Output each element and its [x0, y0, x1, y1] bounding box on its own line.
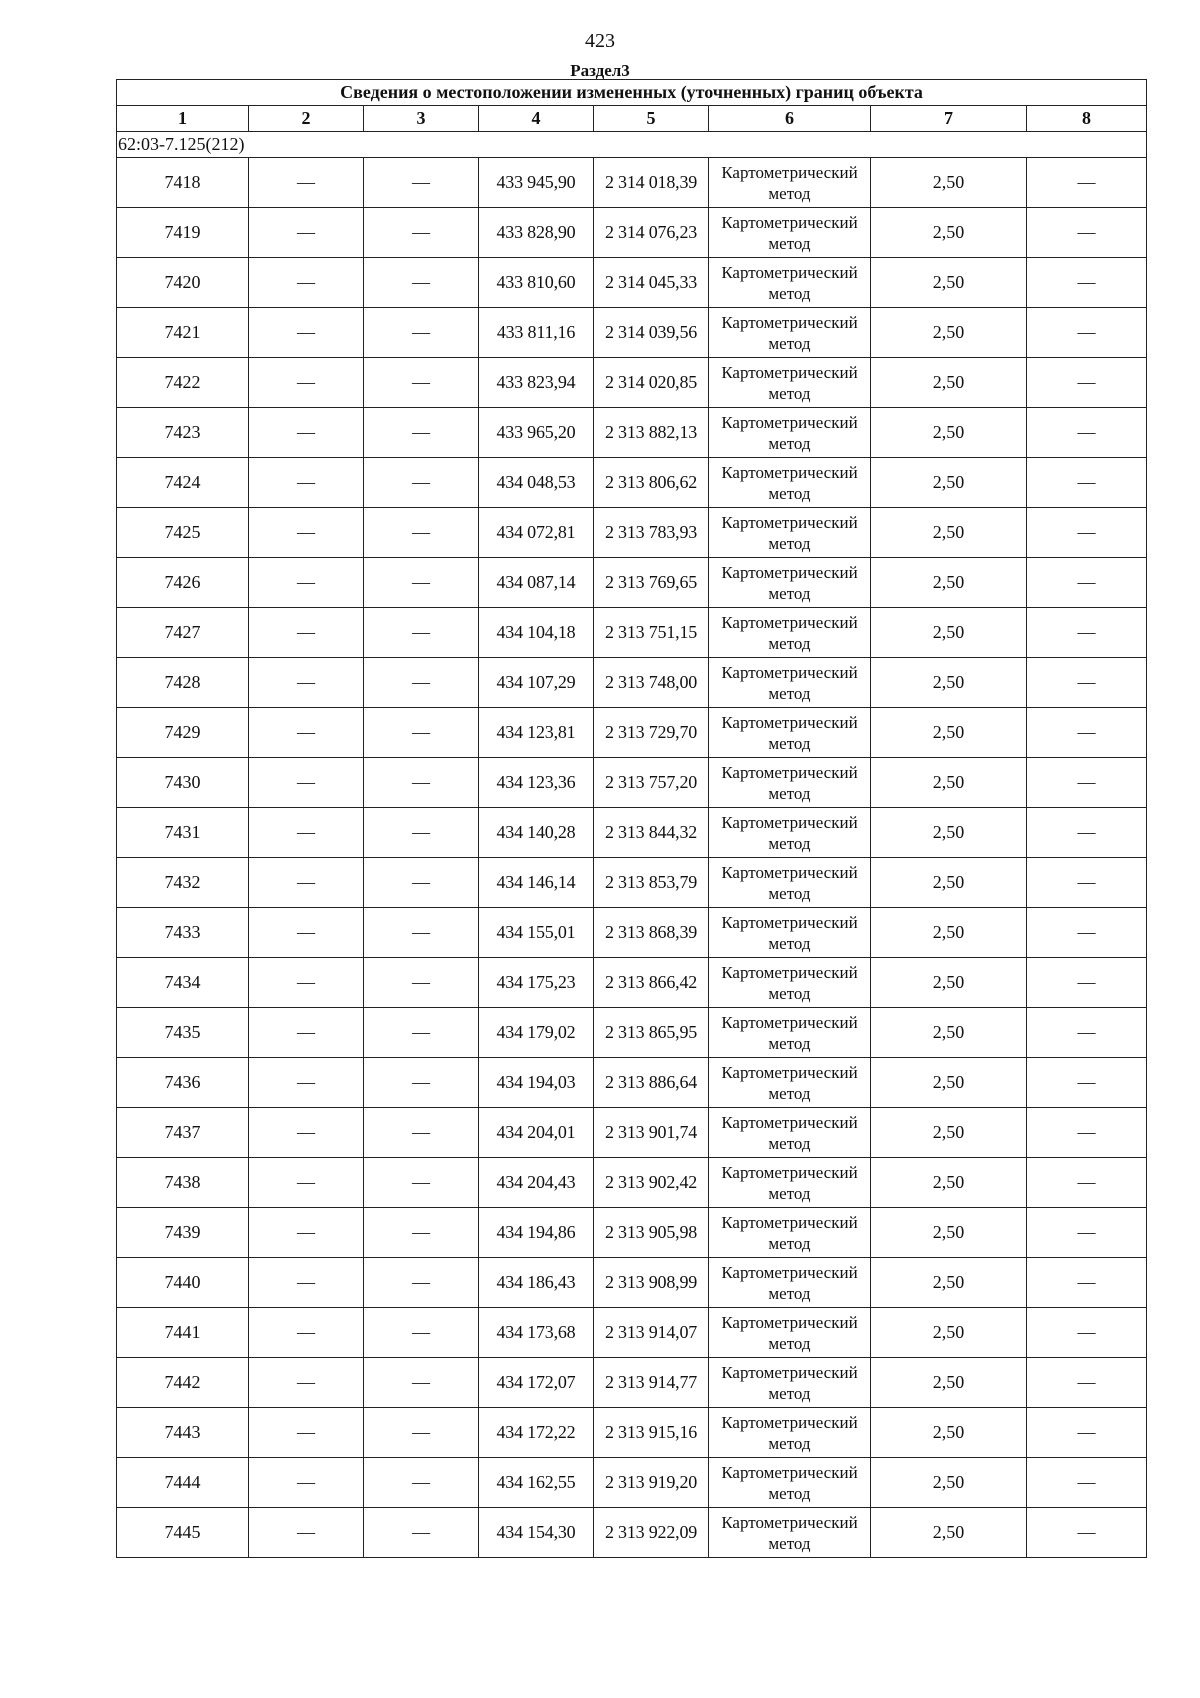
x-coordinate-cell: 433 823,94	[479, 358, 594, 408]
point-number-cell: 7431	[117, 808, 249, 858]
point-number-cell: 7420	[117, 258, 249, 308]
empty-cell: —	[1027, 908, 1147, 958]
empty-cell: —	[249, 1208, 364, 1258]
table-row	[117, 1508, 1147, 1558]
point-number-cell: 7441	[117, 1308, 249, 1358]
x-coordinate-cell: 434 072,81	[479, 508, 594, 558]
table-row	[117, 1058, 1147, 1108]
accuracy-cell: 2,50	[871, 458, 1027, 508]
empty-cell: —	[364, 1508, 479, 1558]
x-coordinate-cell: 434 162,55	[479, 1458, 594, 1508]
accuracy-cell: 2,50	[871, 208, 1027, 258]
y-coordinate-cell: 2 313 865,95	[594, 1008, 709, 1058]
y-coordinate-cell: 2 313 905,98	[594, 1208, 709, 1258]
x-coordinate-cell: 434 123,36	[479, 758, 594, 808]
empty-cell: —	[1027, 1158, 1147, 1208]
point-number-cell: 7428	[117, 658, 249, 708]
y-coordinate-cell: 2 313 748,00	[594, 658, 709, 708]
x-coordinate-cell: 434 186,43	[479, 1258, 594, 1308]
y-coordinate-cell: 2 313 866,42	[594, 958, 709, 1008]
empty-cell: —	[249, 1108, 364, 1158]
empty-cell: —	[249, 1058, 364, 1108]
accuracy-cell: 2,50	[871, 1408, 1027, 1458]
table-row	[117, 458, 1147, 508]
method-cell: Картометрический метод	[709, 458, 871, 508]
boundary-coordinates-table	[116, 79, 1147, 1558]
method-cell: Картометрический метод	[709, 1158, 871, 1208]
y-coordinate-cell: 2 313 914,07	[594, 1308, 709, 1358]
column-number: 3	[364, 106, 479, 132]
empty-cell: —	[249, 808, 364, 858]
method-cell: Картометрический метод	[709, 1108, 871, 1158]
table-row	[117, 1158, 1147, 1208]
method-cell: Картометрический метод	[709, 408, 871, 458]
empty-cell: —	[364, 258, 479, 308]
x-coordinate-cell: 434 204,43	[479, 1158, 594, 1208]
x-coordinate-cell: 434 204,01	[479, 1108, 594, 1158]
empty-cell: —	[249, 358, 364, 408]
empty-cell: —	[249, 958, 364, 1008]
method-cell: Картометрический метод	[709, 258, 871, 308]
empty-cell: —	[364, 508, 479, 558]
y-coordinate-cell: 2 314 039,56	[594, 308, 709, 358]
method-cell: Картометрический метод	[709, 808, 871, 858]
table-caption: Сведения о местоположении измененных (уточненных) границ объекта	[117, 80, 1147, 106]
method-cell: Картометрический метод	[709, 158, 871, 208]
y-coordinate-cell: 2 313 783,93	[594, 508, 709, 558]
accuracy-cell: 2,50	[871, 808, 1027, 858]
method-cell: Картометрический метод	[709, 958, 871, 1008]
table-row	[117, 908, 1147, 958]
column-number: 5	[594, 106, 709, 132]
page-number: 423	[585, 30, 615, 52]
empty-cell: —	[1027, 308, 1147, 358]
empty-cell: —	[364, 1458, 479, 1508]
point-number-cell: 7439	[117, 1208, 249, 1258]
point-number-cell: 7424	[117, 458, 249, 508]
table-row	[117, 708, 1147, 758]
empty-cell: —	[249, 858, 364, 908]
empty-cell: —	[1027, 558, 1147, 608]
empty-cell: —	[249, 1158, 364, 1208]
empty-cell: —	[249, 158, 364, 208]
x-coordinate-cell: 434 173,68	[479, 1308, 594, 1358]
empty-cell: —	[364, 608, 479, 658]
x-coordinate-cell: 433 811,16	[479, 308, 594, 358]
point-number-cell: 7422	[117, 358, 249, 408]
x-coordinate-cell: 434 140,28	[479, 808, 594, 858]
empty-cell: —	[364, 658, 479, 708]
method-cell: Картометрический метод	[709, 558, 871, 608]
accuracy-cell: 2,50	[871, 1308, 1027, 1358]
x-coordinate-cell: 434 179,02	[479, 1008, 594, 1058]
section-title: Раздел3	[570, 61, 630, 80]
method-cell: Картометрический метод	[709, 1008, 871, 1058]
empty-cell: —	[364, 408, 479, 458]
table-row	[117, 958, 1147, 1008]
empty-cell: —	[364, 358, 479, 408]
empty-cell: —	[1027, 858, 1147, 908]
y-coordinate-cell: 2 314 020,85	[594, 358, 709, 408]
point-number-cell: 7440	[117, 1258, 249, 1308]
empty-cell: —	[249, 708, 364, 758]
x-coordinate-cell: 434 146,14	[479, 858, 594, 908]
y-coordinate-cell: 2 313 751,15	[594, 608, 709, 658]
empty-cell: —	[249, 508, 364, 558]
x-coordinate-cell: 433 828,90	[479, 208, 594, 258]
point-number-cell: 7436	[117, 1058, 249, 1108]
empty-cell: —	[364, 558, 479, 608]
accuracy-cell: 2,50	[871, 758, 1027, 808]
empty-cell: —	[364, 1258, 479, 1308]
table-row	[117, 1458, 1147, 1508]
point-number-cell: 7419	[117, 208, 249, 258]
group-label-row	[117, 132, 1147, 158]
empty-cell: —	[1027, 708, 1147, 758]
table-row	[117, 258, 1147, 308]
point-number-cell: 7418	[117, 158, 249, 208]
method-cell: Картометрический метод	[709, 1458, 871, 1508]
table-row	[117, 408, 1147, 458]
point-number-cell: 7438	[117, 1158, 249, 1208]
accuracy-cell: 2,50	[871, 658, 1027, 708]
x-coordinate-cell: 434 172,07	[479, 1358, 594, 1408]
empty-cell: —	[1027, 1058, 1147, 1108]
method-cell: Картометрический метод	[709, 1058, 871, 1108]
empty-cell: —	[249, 1308, 364, 1358]
empty-cell: —	[1027, 658, 1147, 708]
y-coordinate-cell: 2 314 018,39	[594, 158, 709, 208]
x-coordinate-cell: 434 175,23	[479, 958, 594, 1008]
empty-cell: —	[249, 1008, 364, 1058]
accuracy-cell: 2,50	[871, 258, 1027, 308]
table-row	[117, 1258, 1147, 1308]
point-number-cell: 7435	[117, 1008, 249, 1058]
table-row	[117, 1208, 1147, 1258]
point-number-cell: 7426	[117, 558, 249, 608]
method-cell: Картометрический метод	[709, 1308, 871, 1358]
cadastral-group-label: 62:03-7.125(212)	[117, 132, 1147, 158]
point-number-cell: 7421	[117, 308, 249, 358]
empty-cell: —	[249, 458, 364, 508]
y-coordinate-cell: 2 313 769,65	[594, 558, 709, 608]
empty-cell: —	[364, 208, 479, 258]
table-row	[117, 1308, 1147, 1358]
point-number-cell: 7423	[117, 408, 249, 458]
y-coordinate-cell: 2 313 922,09	[594, 1508, 709, 1558]
point-number-cell: 7427	[117, 608, 249, 658]
method-cell: Картометрический метод	[709, 208, 871, 258]
point-number-cell: 7432	[117, 858, 249, 908]
point-number-cell: 7434	[117, 958, 249, 1008]
empty-cell: —	[249, 908, 364, 958]
point-number-cell: 7443	[117, 1408, 249, 1458]
y-coordinate-cell: 2 313 902,42	[594, 1158, 709, 1208]
method-cell: Картометрический метод	[709, 358, 871, 408]
accuracy-cell: 2,50	[871, 508, 1027, 558]
accuracy-cell: 2,50	[871, 1058, 1027, 1108]
empty-cell: —	[249, 658, 364, 708]
empty-cell: —	[249, 758, 364, 808]
method-cell: Картометрический метод	[709, 858, 871, 908]
accuracy-cell: 2,50	[871, 908, 1027, 958]
point-number-cell: 7437	[117, 1108, 249, 1158]
method-cell: Картометрический метод	[709, 658, 871, 708]
accuracy-cell: 2,50	[871, 958, 1027, 1008]
accuracy-cell: 2,50	[871, 1258, 1027, 1308]
empty-cell: —	[1027, 808, 1147, 858]
y-coordinate-cell: 2 313 914,77	[594, 1358, 709, 1408]
empty-cell: —	[364, 1008, 479, 1058]
empty-cell: —	[249, 208, 364, 258]
method-cell: Картометрический метод	[709, 758, 871, 808]
column-number: 1	[117, 106, 249, 132]
empty-cell: —	[364, 308, 479, 358]
empty-cell: —	[249, 558, 364, 608]
y-coordinate-cell: 2 313 901,74	[594, 1108, 709, 1158]
accuracy-cell: 2,50	[871, 158, 1027, 208]
table-row	[117, 1408, 1147, 1458]
empty-cell: —	[249, 258, 364, 308]
table-row	[117, 758, 1147, 808]
empty-cell: —	[364, 958, 479, 1008]
method-cell: Картометрический метод	[709, 508, 871, 558]
point-number-cell: 7444	[117, 1458, 249, 1508]
table-row	[117, 208, 1147, 258]
y-coordinate-cell: 2 313 853,79	[594, 858, 709, 908]
empty-cell: —	[249, 408, 364, 458]
table-row	[117, 808, 1147, 858]
empty-cell: —	[364, 1408, 479, 1458]
method-cell: Картометрический метод	[709, 1258, 871, 1308]
table-row	[117, 858, 1147, 908]
y-coordinate-cell: 2 313 886,64	[594, 1058, 709, 1108]
x-coordinate-cell: 434 048,53	[479, 458, 594, 508]
empty-cell: —	[364, 708, 479, 758]
y-coordinate-cell: 2 313 806,62	[594, 458, 709, 508]
accuracy-cell: 2,50	[871, 1208, 1027, 1258]
column-number: 7	[871, 106, 1027, 132]
empty-cell: —	[249, 1458, 364, 1508]
empty-cell: —	[1027, 958, 1147, 1008]
x-coordinate-cell: 434 194,86	[479, 1208, 594, 1258]
empty-cell: —	[1027, 758, 1147, 808]
point-number-cell: 7445	[117, 1508, 249, 1558]
x-coordinate-cell: 434 107,29	[479, 658, 594, 708]
accuracy-cell: 2,50	[871, 1358, 1027, 1408]
empty-cell: —	[1027, 1458, 1147, 1508]
empty-cell: —	[1027, 258, 1147, 308]
table-row	[117, 1008, 1147, 1058]
table-caption-row	[117, 80, 1147, 106]
y-coordinate-cell: 2 313 915,16	[594, 1408, 709, 1458]
point-number-cell: 7430	[117, 758, 249, 808]
accuracy-cell: 2,50	[871, 1108, 1027, 1158]
column-number: 2	[249, 106, 364, 132]
table-row	[117, 1358, 1147, 1408]
x-coordinate-cell: 433 965,20	[479, 408, 594, 458]
empty-cell: —	[249, 608, 364, 658]
y-coordinate-cell: 2 314 076,23	[594, 208, 709, 258]
y-coordinate-cell: 2 313 757,20	[594, 758, 709, 808]
empty-cell: —	[364, 458, 479, 508]
method-cell: Картометрический метод	[709, 1208, 871, 1258]
empty-cell: —	[364, 1308, 479, 1358]
point-number-cell: 7433	[117, 908, 249, 958]
accuracy-cell: 2,50	[871, 1458, 1027, 1508]
empty-cell: —	[1027, 508, 1147, 558]
empty-cell: —	[1027, 1008, 1147, 1058]
accuracy-cell: 2,50	[871, 858, 1027, 908]
column-number: 8	[1027, 106, 1147, 132]
table-row	[117, 508, 1147, 558]
empty-cell: —	[1027, 1408, 1147, 1458]
empty-cell: —	[249, 1358, 364, 1408]
table-row	[117, 658, 1147, 708]
x-coordinate-cell: 434 155,01	[479, 908, 594, 958]
x-coordinate-cell: 433 810,60	[479, 258, 594, 308]
table-row	[117, 358, 1147, 408]
x-coordinate-cell: 433 945,90	[479, 158, 594, 208]
y-coordinate-cell: 2 313 868,39	[594, 908, 709, 958]
empty-cell: —	[364, 808, 479, 858]
column-number: 4	[479, 106, 594, 132]
method-cell: Картометрический метод	[709, 1358, 871, 1408]
x-coordinate-cell: 434 104,18	[479, 608, 594, 658]
y-coordinate-cell: 2 313 882,13	[594, 408, 709, 458]
x-coordinate-cell: 434 154,30	[479, 1508, 594, 1558]
empty-cell: —	[1027, 1208, 1147, 1258]
x-coordinate-cell: 434 123,81	[479, 708, 594, 758]
empty-cell: —	[364, 158, 479, 208]
accuracy-cell: 2,50	[871, 1008, 1027, 1058]
empty-cell: —	[249, 1258, 364, 1308]
y-coordinate-cell: 2 313 908,99	[594, 1258, 709, 1308]
accuracy-cell: 2,50	[871, 358, 1027, 408]
x-coordinate-cell: 434 172,22	[479, 1408, 594, 1458]
method-cell: Картометрический метод	[709, 1508, 871, 1558]
empty-cell: —	[364, 1208, 479, 1258]
column-number-row	[117, 106, 1147, 132]
x-coordinate-cell: 434 194,03	[479, 1058, 594, 1108]
method-cell: Картометрический метод	[709, 608, 871, 658]
table-row	[117, 608, 1147, 658]
accuracy-cell: 2,50	[871, 558, 1027, 608]
empty-cell: —	[364, 858, 479, 908]
empty-cell: —	[364, 908, 479, 958]
point-number-cell: 7442	[117, 1358, 249, 1408]
empty-cell: —	[1027, 1358, 1147, 1408]
method-cell: Картометрический метод	[709, 708, 871, 758]
method-cell: Картометрический метод	[709, 308, 871, 358]
y-coordinate-cell: 2 313 729,70	[594, 708, 709, 758]
empty-cell: —	[1027, 1508, 1147, 1558]
empty-cell: —	[364, 1358, 479, 1408]
point-number-cell: 7429	[117, 708, 249, 758]
accuracy-cell: 2,50	[871, 608, 1027, 658]
empty-cell: —	[364, 758, 479, 808]
method-cell: Картометрический метод	[709, 1408, 871, 1458]
y-coordinate-cell: 2 314 045,33	[594, 258, 709, 308]
method-cell: Картометрический метод	[709, 908, 871, 958]
empty-cell: —	[1027, 408, 1147, 458]
y-coordinate-cell: 2 313 919,20	[594, 1458, 709, 1508]
table-row	[117, 1108, 1147, 1158]
table-row	[117, 308, 1147, 358]
accuracy-cell: 2,50	[871, 308, 1027, 358]
empty-cell: —	[249, 1508, 364, 1558]
accuracy-cell: 2,50	[871, 408, 1027, 458]
table-row	[117, 158, 1147, 208]
empty-cell: —	[364, 1108, 479, 1158]
x-coordinate-cell: 434 087,14	[479, 558, 594, 608]
y-coordinate-cell: 2 313 844,32	[594, 808, 709, 858]
empty-cell: —	[249, 308, 364, 358]
empty-cell: —	[1027, 1258, 1147, 1308]
empty-cell: —	[1027, 608, 1147, 658]
empty-cell: —	[249, 1408, 364, 1458]
accuracy-cell: 2,50	[871, 1508, 1027, 1558]
empty-cell: —	[1027, 208, 1147, 258]
empty-cell: —	[1027, 158, 1147, 208]
empty-cell: —	[364, 1158, 479, 1208]
empty-cell: —	[364, 1058, 479, 1108]
point-number-cell: 7425	[117, 508, 249, 558]
accuracy-cell: 2,50	[871, 708, 1027, 758]
empty-cell: —	[1027, 458, 1147, 508]
empty-cell: —	[1027, 358, 1147, 408]
empty-cell: —	[1027, 1308, 1147, 1358]
column-number: 6	[709, 106, 871, 132]
table-row	[117, 558, 1147, 608]
empty-cell: —	[1027, 1108, 1147, 1158]
accuracy-cell: 2,50	[871, 1158, 1027, 1208]
